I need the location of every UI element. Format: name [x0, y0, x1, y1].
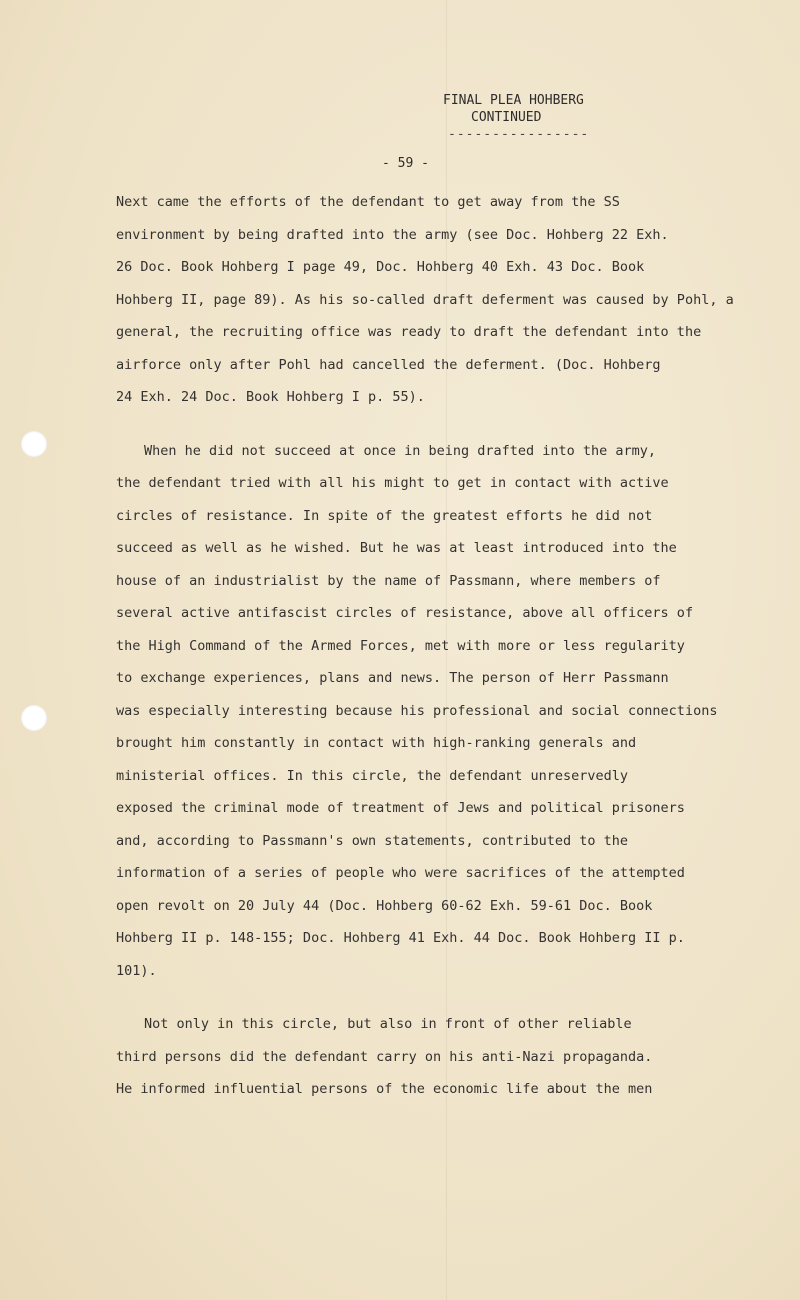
paragraph-2	[116, 435, 756, 988]
text-line: He informed influential persons of the economic life about the men	[116, 1081, 653, 1097]
text-line: several active antifascist circles of resistance, above all officers of	[116, 605, 694, 621]
paragraph-1	[116, 186, 756, 414]
header-title: FINAL PLEA HOHBERG	[443, 93, 584, 108]
header-underline: ----------------	[448, 127, 590, 142]
text-line: was especially interesting because his professional and social connections	[116, 702, 718, 719]
punch-hole-top	[21, 431, 47, 457]
text-line: Hohberg II, page 89). As his so-called draft deferment was caused by Pohl, a	[116, 291, 734, 308]
text-line: environment by being drafted into the army (see Doc. Hohberg 22 Exh.	[116, 226, 669, 243]
text-line: information of a series of people who were sacrifices of the attempted	[116, 865, 685, 881]
text-line: general, the recruiting office was ready to draft the defendant into the	[116, 324, 702, 340]
text-line: Hohberg II p. 148-155; Doc. Hohberg 41 Exh. 44 Doc. Book Hohberg II p.	[116, 930, 685, 946]
text-line: ministerial offices. In this circle, the defendant unreservedly	[116, 767, 629, 784]
text-line: to exchange experiences, plans and news. The person of Herr Passmann	[116, 670, 669, 686]
body-text	[116, 186, 756, 1106]
punch-hole-bottom	[21, 705, 47, 731]
text-line: Next came the efforts of the defendant to get away from the SS	[116, 194, 620, 210]
text-line: exposed the criminal mode of treatment of Jews and political prisoners	[116, 800, 685, 816]
text-line: brought him constantly in contact with high-ranking generals and	[116, 735, 637, 751]
text-line: When he did not succeed at once in being drafted into the army,	[144, 442, 657, 459]
paragraph-3	[116, 1008, 756, 1106]
text-line: 101).	[116, 962, 157, 979]
document-header	[443, 92, 589, 143]
text-line: the High Command of the Armed Forces, met with more or less regularity	[116, 637, 685, 654]
text-line: the defendant tried with all his might to get in contact with active	[116, 475, 669, 491]
text-line: circles of resistance. In spite of the greatest efforts he did not	[116, 507, 653, 524]
text-line: Not only in this circle, but also in front of other reliable	[144, 1016, 632, 1032]
header-subtitle: CONTINUED	[471, 110, 542, 125]
text-line: house of an industrialist by the name of Passmann, where members of	[116, 572, 661, 589]
text-line: 26 Doc. Book Hohberg I page 49, Doc. Hohberg 40 Exh. 43 Doc. Book	[116, 259, 645, 275]
page-number: - 59 -	[382, 156, 429, 171]
text-line: and, according to Passmann's own statements, contributed to the	[116, 832, 629, 849]
text-line: 24 Exh. 24 Doc. Book Hohberg I p. 55).	[116, 389, 425, 405]
text-line: airforce only after Pohl had cancelled the deferment. (Doc. Hohberg	[116, 356, 661, 373]
text-line: succeed as well as he wished. But he was at least introduced into the	[116, 540, 677, 556]
text-line: open revolt on 20 July 44 (Doc. Hohberg 60-62 Exh. 59-61 Doc. Book	[116, 897, 653, 914]
text-line: third persons did the defendant carry on his anti-Nazi propaganda.	[116, 1048, 653, 1065]
